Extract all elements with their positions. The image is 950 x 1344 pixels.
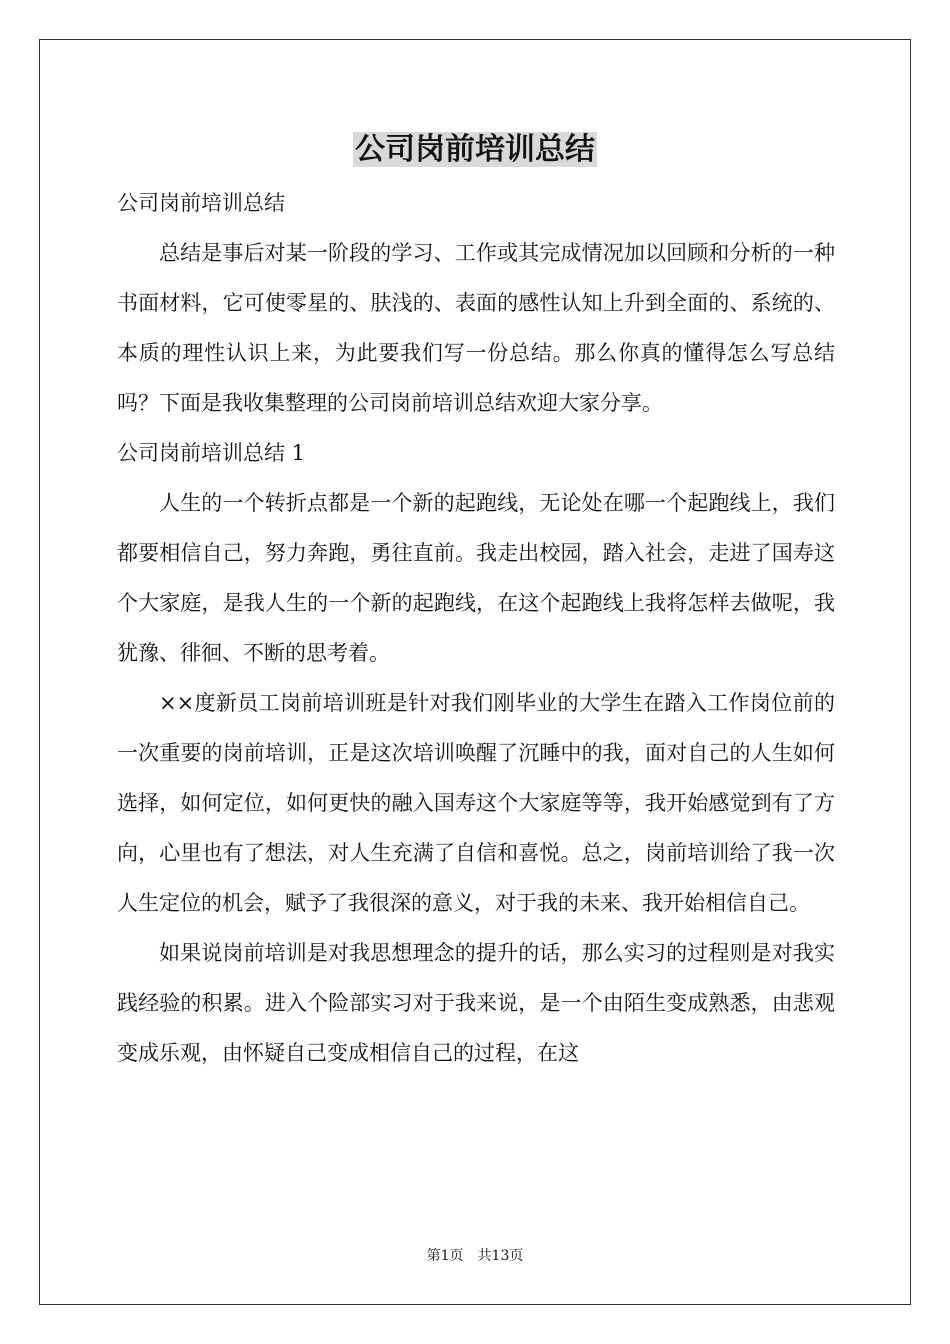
document-title-text: 公司岗前培训总结 — [355, 132, 595, 167]
page-total: 共13页 — [477, 1248, 524, 1264]
paragraph-1: 人生的一个转折点都是一个新的起跑线，无论处在哪一个起跑线上，我们都要相信自己，努力奔跑，勇往直前。我走出校园，踏入社会，走进了国寿这个大家庭，是我人生的一个新的起跑线，在这个起跑线上我将怎样去做呢，我犹豫、徘徊、不断的思考着。 — [117, 491, 835, 665]
paragraph-3: 如果说岗前培训是对我思想理念的提升的话，那么实习的过程则是对我实践经验的积累。进入个险部实习对于我来说，是一个由陌生变成熟悉，由悲观变成乐观，由怀疑自己变成相信自己的过程，在这 — [117, 941, 835, 1065]
paragraph-intro: 总结是事后对某一阶段的学习、工作或其完成情况加以回顾和分析的一种书面材料，它可使零星的、肤浅的、表面的感性认知上升到全面的、系统的、本质的理性认识上来，为此要我们写一份总结。那么你真的懂得怎么写总结吗？下面是我收集整理的公司岗前培训总结欢迎大家分享。 — [117, 241, 835, 415]
page-number: 第1页 — [426, 1248, 464, 1264]
document-body — [117, 178, 835, 1078]
page-footer — [0, 1246, 950, 1266]
paragraph-2: ××度新员工岗前培训班是针对我们刚毕业的大学生在踏入工作岗位前的一次重要的岗前培训，正是这次培训唤醒了沉睡中的我，面对自己的人生如何选择，如何定位，如何更快的融入国寿这个大家庭等等，我开始感觉到有了方向，心里也有了想法，对人生充满了自信和喜悦。总之，岗前培训给了我一次人生定位的机会，赋予了我很深的意义，对于我的未来、我开始相信自己。 — [117, 691, 835, 915]
section-heading-1: 公司岗前培训总结 1 — [117, 441, 306, 465]
paragraph-heading: 公司岗前培训总结 — [117, 191, 285, 215]
document-title — [0, 128, 950, 172]
